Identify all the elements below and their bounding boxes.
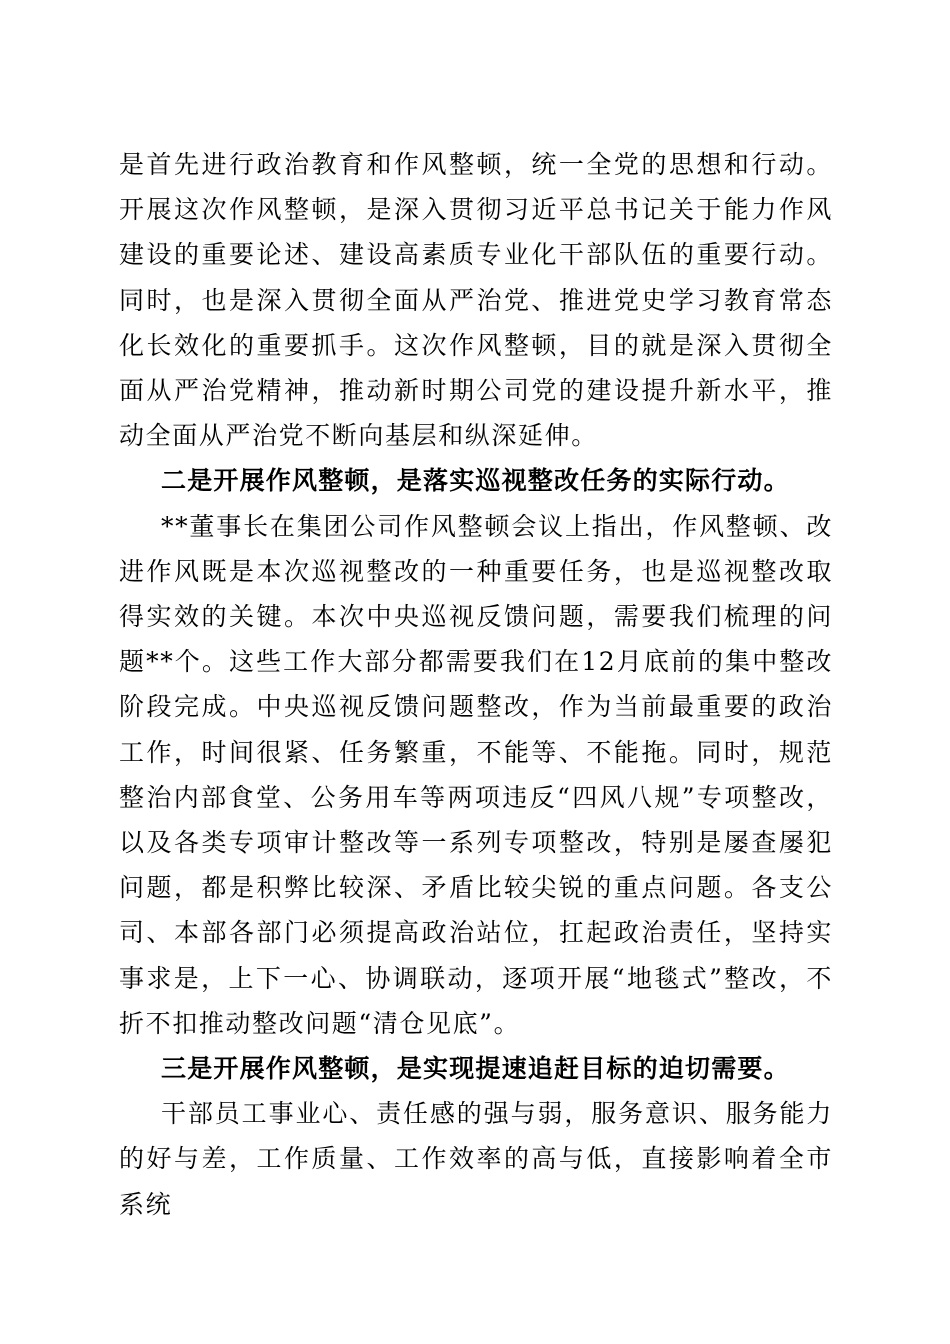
- paragraph-inspection-rectification: **董事长在集团公司作风整顿会议上指出，作风整顿、改进作风既是本次巡视整改的一种重要任务，也是巡视整改取得实效的关键。本次中央巡视反馈问题，需要我们梳理的问题**个。这些工作大部分都需要我们在12月底前的集中整改阶段完成。中央巡视反馈问题整改，作为当前最重要的政治工作，时间很紧、任务繁重，不能等、不能拖。同时，规范整治内部食堂、公务用车等两项违反“四风八规”专项整改，以及各类专项审计整改等一系列专项整改，特别是屡查屡犯问题，都是积弊比较深、矛盾比较尖锐的重点问题。各支公司、本部各部门必须提高政治站位，扛起政治责任，坚持实事求是，上下一心、协调联动，逐项开展“地毯式”整改，不折不扣推动整改问题“清仓见底”。: [119, 511, 833, 1038]
- section-heading-three: 三是开展作风整顿，是实现提速追赶目标的迫切需要。: [161, 1054, 790, 1084]
- paragraph-staff-impact: 干部员工事业心、责任感的强与弱，服务意识、服务能力的好与差，工作质量、工作效率的高与低，直接影响着全市系统: [119, 1099, 833, 1219]
- document-body: [119, 142, 833, 1227]
- section-heading-two: 二是开展作风整顿，是落实巡视整改任务的实际行动。: [161, 466, 790, 496]
- paragraph-continuation: 是首先进行政治教育和作风整顿，统一全党的思想和行动。开展这次作风整顿，是深入贯彻习近平总书记关于能力作风建设的重要论述、建设高素质专业化干部队伍的重要行动。同时，也是深入贯彻全面从严治党、推进党史学习教育常态化长效化的重要抓手。这次作风整顿，目的就是深入贯彻全面从严治党精神，推动新时期公司党的建设提升新水平，推动全面从严治党不断向基层和纵深延伸。: [119, 150, 833, 451]
